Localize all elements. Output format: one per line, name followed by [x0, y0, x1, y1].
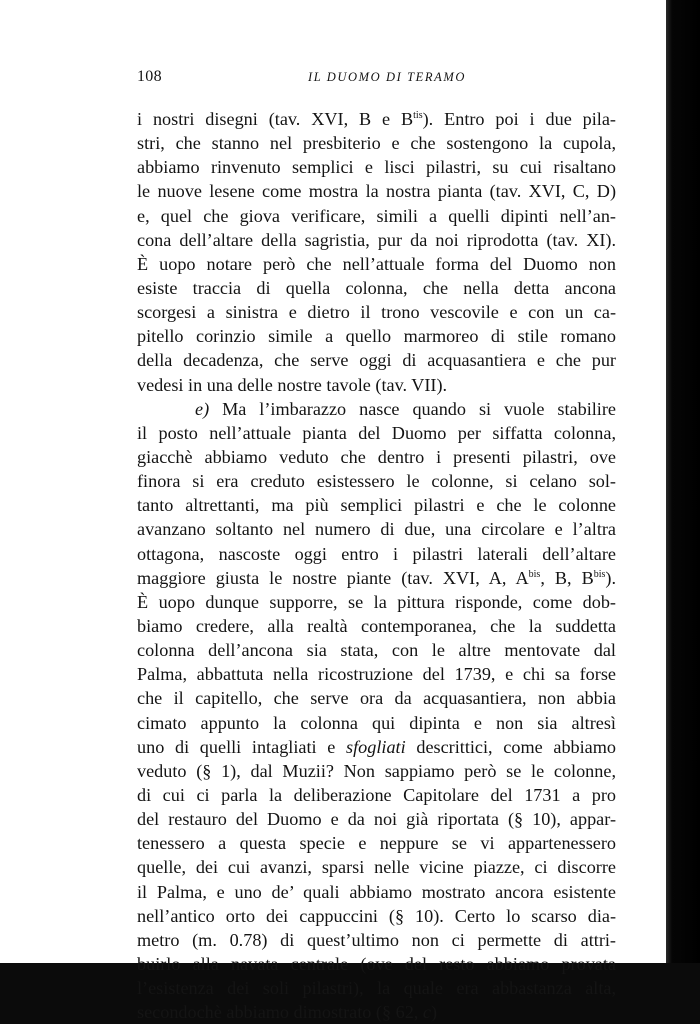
line-text: maggiore giusta le nostre piante (tav. XVI, A, A	[137, 567, 529, 588]
body-text	[137, 107, 616, 1024]
text-line: avanzano soltanto nel numero di due, una circolare e l’altra	[137, 519, 616, 540]
item-letter: e)	[195, 398, 210, 419]
text-line: colonna dell’ancona sia stata, con le altre mentovate dal	[137, 640, 616, 661]
text-line: veduto (§ 1), dal Muzii? Non sappiamo però se le colonne,	[137, 760, 616, 781]
text-line: il posto nell’attuale pianta del Duomo per siffatta colonna,	[137, 422, 616, 443]
text-line: tanto altrettanti, ma più semplici pilastri e che le colonne	[137, 495, 616, 516]
text-line: pitello corinzio simile a quello marmoreo di stile romano	[137, 326, 616, 347]
text-line: il Palma, e uno de’ quali abbiamo mostrato ancora esistente	[137, 881, 616, 902]
text-line: che il capitello, che serve ora da acquasantiera, non abbia	[137, 688, 616, 709]
text-line: buirlo alla navata centrale (ove del resto abbiamo provata	[137, 953, 616, 974]
text-line: stri, che stanno nel presbiterio e che sostengono la cupola,	[137, 133, 616, 154]
text-line: quelle, dei cui avanzi, sparsi nelle vicine piazze, ci discorre	[137, 857, 616, 878]
text-line: È uopo dunque supporre, se la pittura risponde, come dob-	[137, 591, 616, 612]
text-line	[137, 1000, 616, 1024]
text-line	[137, 566, 616, 590]
text-line: l’esistenza dei soli pilastri), la quale era abbastanza alta,	[137, 978, 616, 999]
superscript: bis	[528, 568, 541, 580]
text-line: cimato appunto la colonna qui dipinta e non sia altresì	[137, 712, 616, 733]
text-line: della decadenza, che serve oggi di acquasantiera e che pur	[137, 350, 616, 371]
superscript: bis	[593, 568, 606, 580]
line-text: Ma l’imbarazzo nasce quando si vuole stabilire	[209, 398, 616, 419]
text-line: di cui ci parla la deliberazione Capitolare del 1731 a pro	[137, 784, 616, 805]
text-line: e, quel che giova verificare, simili a quelli dipinti nell’an-	[137, 205, 616, 226]
text-line: cona dell’altare della sagristia, pur da noi riprodotta (tav. XI).	[137, 229, 616, 250]
text-line: vedesi in una delle nostre tavole (tav. VII).	[137, 374, 448, 395]
running-title: IL DUOMO DI TERAMO	[307, 70, 467, 84]
line-text: uno di quelli intagliati e	[137, 736, 347, 757]
text-line: esiste traccia di quella colonna, che nella detta ancona	[137, 277, 616, 298]
page-edge-shadow	[666, 0, 700, 963]
line-text: i nostri disegni (tav. XVI, B e B	[137, 109, 414, 129]
line-text: secondochè abbiamo dimostrato (§ 62,	[137, 1002, 423, 1023]
line-text: ).	[605, 567, 616, 588]
text-line: È uopo notare però che nell’attuale forma del Duomo non	[137, 253, 616, 274]
text-line	[137, 735, 616, 759]
text-line: abbiamo rinvenuto semplici e lisci pilastri, su cui risaltano	[137, 157, 616, 178]
italic-word: c	[422, 1002, 431, 1023]
text-line: biamo credere, alla realtà contemporanea, che la suddetta	[137, 615, 616, 636]
superscript: tis	[413, 110, 423, 121]
text-line: ottagona, nascoste oggi entro i pilastri laterali dell’altare	[137, 543, 616, 564]
text-line: le nuove lesene come mostra la nostra pianta (tav. XVI, C, D)	[137, 181, 616, 202]
page-number: 108	[137, 68, 162, 85]
text-line: del restauro del Duomo e da noi già riportata (§ 10), appar-	[137, 809, 616, 830]
text-line: giacchè abbiamo veduto che dentro i presenti pilastri, ove	[137, 446, 616, 467]
text-line: Palma, abbattuta nella ricostruzione del 1739, e chi sa forse	[137, 664, 616, 685]
line-text: descrittici, come abbiamo	[405, 736, 616, 757]
text-line: finora si era creduto esistessero le colonne, si celano sol-	[137, 471, 616, 492]
text-line	[137, 397, 616, 421]
text-line: scorgesi a sinistra e dietro il trono vescovile e con un ca-	[137, 302, 616, 323]
line-text: ). Entro poi i due pila-	[422, 109, 616, 129]
line-text: )	[430, 1002, 438, 1023]
page-header	[137, 68, 615, 92]
line-text: , B, B	[540, 567, 594, 588]
text-line	[137, 107, 616, 131]
text-line: metro (m. 0.78) di quest’ultimo non ci permette di attri-	[137, 929, 616, 950]
text-line: nell’antico orto dei cappuccini (§ 10). Certo lo scarso dia-	[137, 905, 616, 926]
text-line: tenessero a questa specie e neppure se vi appartenessero	[137, 833, 616, 854]
italic-word: sfogliati	[346, 736, 406, 757]
